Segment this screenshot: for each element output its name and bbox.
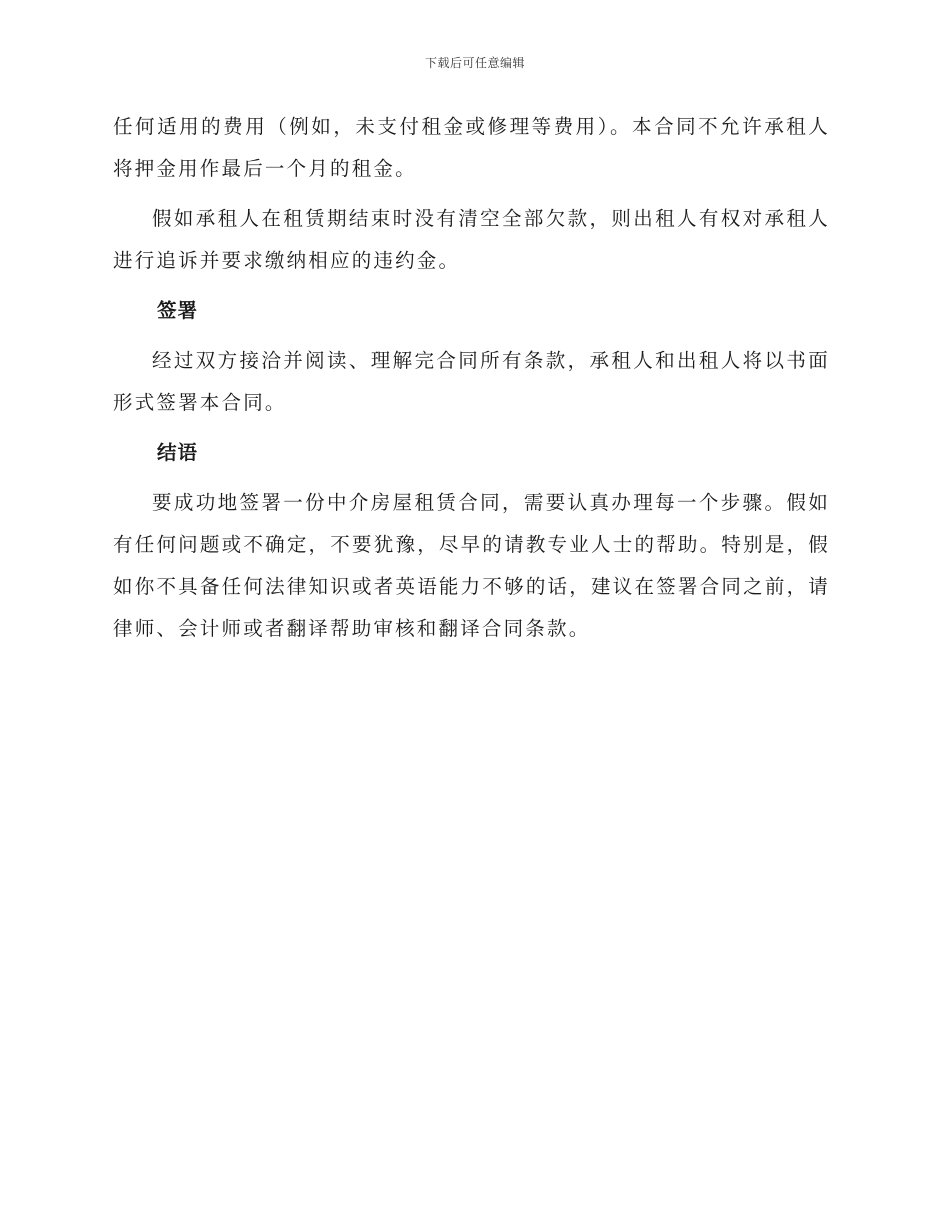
paragraph-signing: 经过双方接洽并阅读、理解完合同所有条款，承租人和出租人将以书面形式签署本合同。 (113, 349, 830, 414)
section-heading-conclusion: 结语 (157, 441, 199, 464)
section-heading-sign: 签署 (157, 299, 199, 322)
paragraph-conclusion: 要成功地签署一份中介房屋租赁合同，需要认真办理每一个步骤。假如有任何问题或不确定，不要犹豫，尽早的请教专业人士的帮助。特别是，假如你不具备任何法律知识或者英语能力不够的话，建议在签署合同之前，请律师、会计师或者翻译帮助审核和翻译合同条款。 (113, 491, 830, 640)
paragraph-deposit-fees: 任何适用的费用（例如，未支付租金或修理等费用）。本合同不允许承租人将押金用作最后一个月的租金。 (113, 115, 830, 180)
document-body (113, 106, 830, 658)
paragraph-arrears: 假如承租人在租赁期结束时没有清空全部欠款，则出租人有权对承租人进行追诉并要求缴纳相应的违约金。 (113, 207, 830, 272)
page-header: 下载后可任意编辑 (424, 56, 525, 70)
